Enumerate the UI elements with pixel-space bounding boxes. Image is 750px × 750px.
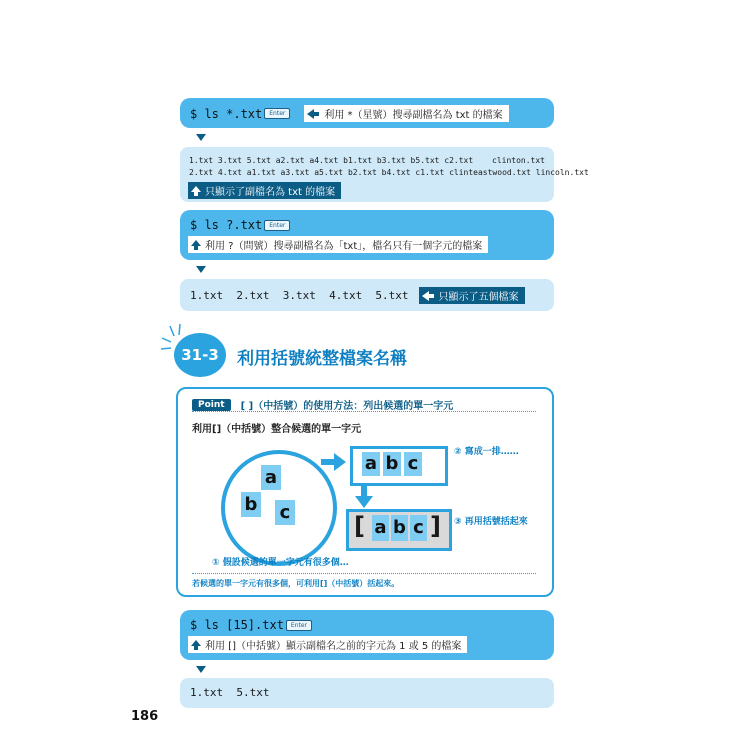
output-line-1: 1.txt 3.txt 5.txt a2.txt a4.txt b1.txt b3.txt b5.txt c2.txt — [189, 156, 474, 165]
bracket-open: [ — [354, 512, 365, 540]
command-note — [188, 236, 488, 253]
arrow-down-icon — [355, 485, 373, 509]
command-note-text: 利用 []（中括號）顯示副檔名之前的字元為 1 或 5 的檔案 — [205, 641, 462, 652]
output-box-1 — [180, 147, 589, 202]
command-note — [304, 105, 508, 122]
command-note-text: 利用 ?（問號）搜尋副檔名為「txt」，檔名只有一個字元的檔案 — [205, 241, 483, 252]
command-text: $ ls ?.txt — [190, 218, 263, 232]
divider — [192, 573, 536, 574]
output-box-3 — [180, 678, 554, 708]
section-title: 利用括號統整檔案名稱 — [237, 349, 407, 369]
label-1: ① 假設候選的單一字元有很多個… — [212, 558, 349, 568]
section-number-badge — [174, 333, 226, 377]
letter-a: a — [261, 465, 281, 490]
arrow-up-icon — [191, 640, 201, 646]
row-letter-c: c — [404, 452, 422, 476]
arrow-up-icon — [191, 186, 201, 192]
enter-key-icon: Enter — [264, 220, 290, 231]
page-number: 186 — [131, 709, 159, 724]
point-footnote: 若候選的單一字元有很多個，可利用[]（中括號）括起來。 — [192, 579, 400, 588]
command-text: $ ls [15].txt — [190, 618, 284, 632]
arrow-up-icon — [191, 240, 201, 246]
arrow-left-icon — [422, 291, 429, 301]
output-line-1-right: clinton.txt — [492, 156, 545, 165]
bracket-letter-c: c — [410, 515, 427, 541]
bracket-close: ] — [430, 512, 441, 540]
command-note — [188, 636, 467, 653]
bracket-letter-a: a — [372, 515, 389, 541]
output-text: 1.txt 5.txt — [190, 686, 270, 699]
divider — [192, 411, 536, 412]
output-note — [419, 287, 525, 304]
enter-key-icon: Enter — [264, 108, 290, 119]
down-arrow-icon — [196, 666, 206, 673]
point-tag: Point — [192, 399, 231, 411]
output-note-text: 只顯示了副檔名為 txt 的檔案 — [205, 187, 336, 198]
arrow-left-icon — [307, 109, 314, 119]
output-note-text: 只顯示了五個檔案 — [438, 292, 519, 303]
command-bar-1 — [180, 98, 554, 128]
label-3: ③ 再用括號括起來 — [454, 517, 528, 527]
command-bar-3 — [180, 610, 554, 660]
arrow-right-icon — [321, 453, 347, 471]
command-note-text: 利用 *（星號）搜尋副檔名為 txt 的檔案 — [324, 110, 503, 121]
enter-key-icon: Enter — [286, 620, 312, 631]
letter-b: b — [241, 492, 261, 517]
output-note — [188, 182, 341, 199]
row-letter-b: b — [383, 452, 401, 476]
label-2: ② 寫成一排…… — [454, 447, 519, 457]
section-number: 31-3 — [181, 346, 219, 364]
output-box-2 — [180, 279, 554, 311]
output-line-2: 2.txt 4.txt a1.txt a3.txt a5.txt b2.txt b4.txt c1.txt clinteastwood.txt lincoln.txt — [189, 168, 589, 177]
down-arrow-icon — [196, 266, 206, 273]
command-text: $ ls *.txt — [190, 106, 263, 121]
bracket-letter-b: b — [391, 515, 408, 541]
point-box — [176, 387, 554, 597]
row-letter-a: a — [362, 452, 380, 476]
point-subheading: 利用[]（中括號）整合候選的單一字元 — [192, 424, 362, 435]
command-bar-2 — [180, 210, 554, 260]
output-text: 1.txt 2.txt 3.txt 4.txt 5.txt — [190, 289, 409, 302]
point-heading: [ ]（中括號）的使用方法：列出候選的單一字元 — [240, 401, 454, 412]
down-arrow-icon — [196, 134, 206, 141]
letter-c: c — [275, 500, 295, 525]
